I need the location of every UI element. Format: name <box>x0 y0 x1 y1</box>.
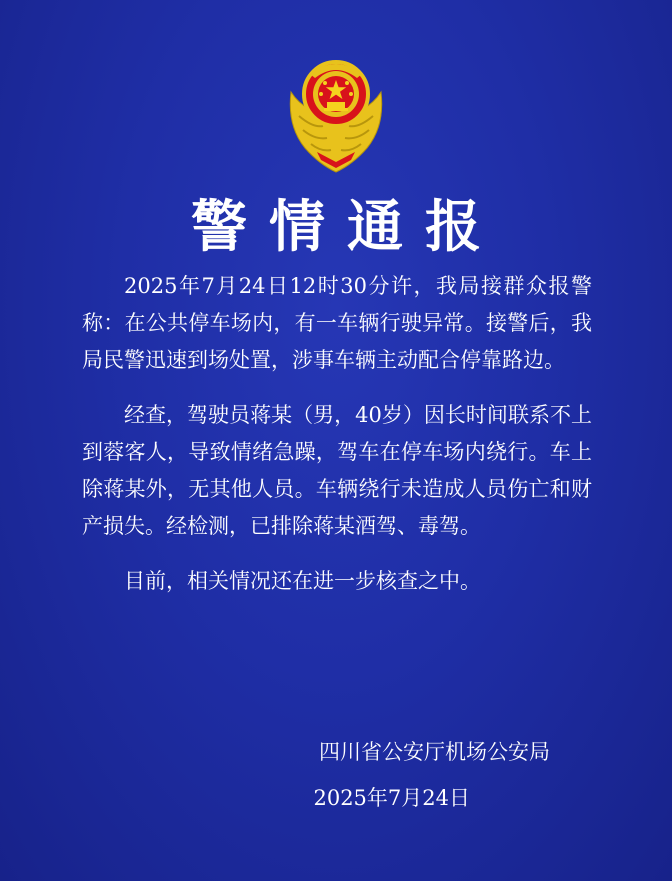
notice-body <box>82 268 592 600</box>
signature-organization: 四川省公安厅机场公安局 <box>319 740 550 764</box>
notice-title: 警情通报 <box>191 195 503 260</box>
signature-block <box>0 733 580 817</box>
paragraph-investigation: 经查，驾驶员蒋某（男，40岁）因长时间联系不上到蓉客人，导致情绪急躁，驾车在停车场内绕行。车上除蒋某外，无其他人员。车辆绕行未造成人员伤亡和财产损失。经检测，已排除蒋某酒驾、毒驾。 <box>82 403 592 538</box>
paragraph-status: 目前，相关情况还在进一步核查之中。 <box>124 569 481 593</box>
police-emblem-icon <box>283 56 389 176</box>
paragraph-report: 2025年7月24日12时30分许，我局接群众报警称：在公共停车场内，有一车辆行驶异常。接警后，我局民警迅速到场处置，涉事车辆主动配合停靠路边。 <box>82 274 592 372</box>
signature-date: 2025年7月24日 <box>313 786 470 810</box>
